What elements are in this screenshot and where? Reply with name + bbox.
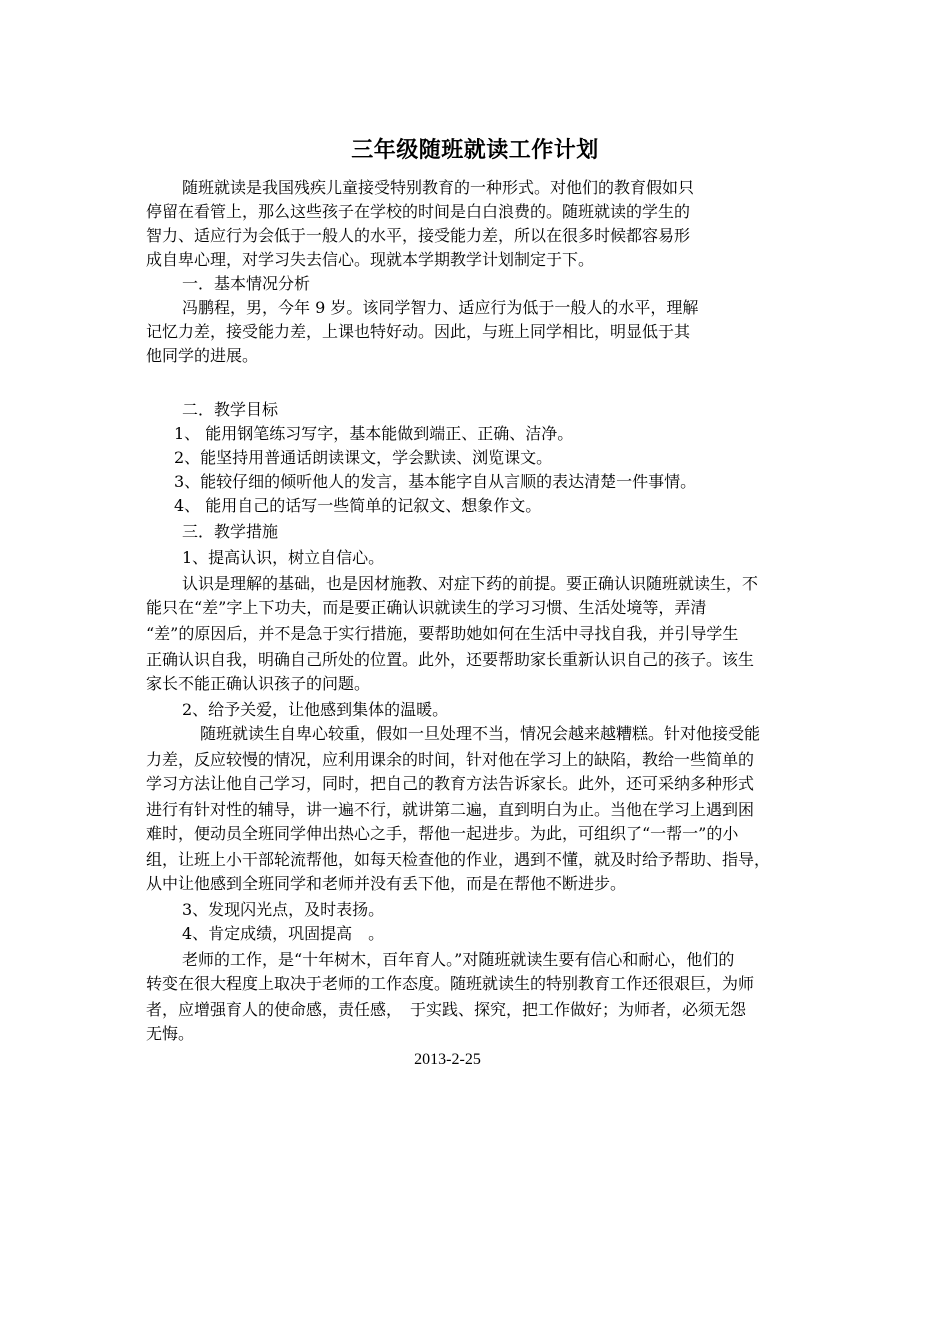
text-line: 记忆力差，接受能力差，上课也特好动。因此，与班上同学相比，明显低于其 bbox=[146, 322, 691, 341]
text-line: 进行有针对性的辅导，讲一遍不行，就讲第二遍，直到明白为止。当他在学习上遇到困 bbox=[146, 800, 755, 819]
text-line: 组，让班上小干部轮流帮他，如每天检查他的作业，遇到不懂，就及时给予帮助、指导， bbox=[146, 850, 771, 869]
subsection-heading: 3、发现闪光点，及时表扬。 bbox=[182, 900, 385, 919]
section-heading: 二．教学目标 bbox=[182, 400, 279, 419]
list-item: 3、能较仔细的倾听他人的发言，基本能字自从言顺的表达清楚一件事情。 bbox=[174, 472, 697, 491]
text-line: 老师的工作，是“十年树木，百年育人。”对随班就读生要有信心和耐心，他们的 bbox=[182, 950, 735, 969]
text-line: 正确认识自我，明确自己所处的位置。此外，还要帮助家长重新认识自己的孩子。该生 bbox=[146, 650, 755, 669]
document-date: 2013-2-25 bbox=[414, 1051, 481, 1068]
text-line: 家长不能正确认识孩子的问题。 bbox=[146, 674, 371, 693]
text-line: 成自卑心理，对学习失去信心。现就本学期教学计划制定于下。 bbox=[146, 250, 595, 269]
text-line: 难时，便动员全班同学伸出热心之手，帮他一起进步。为此，可组织了“一帮一”的小 bbox=[146, 824, 739, 843]
text-line: 随班就读生自卑心较重，假如一旦处理不当，情况会越来越糟糕。针对他接受能 bbox=[200, 724, 761, 743]
text-line: 者，应增强育人的使命感，责任感， 于实践、探究，把工作做好；为师者，必须无怨 bbox=[146, 1000, 747, 1019]
list-item: 2、能坚持用普通话朗读课文，学会默读、浏览课文。 bbox=[174, 448, 553, 467]
text-line: 从中让他感到全班同学和老师并没有丢下他，而是在帮他不断进步。 bbox=[146, 874, 627, 893]
subsection-heading: 2、给予关爱，让他感到集体的温暖。 bbox=[182, 700, 449, 719]
text-line: 学习方法让他自己学习，同时，把自己的教育方法告诉家长。此外，还可采纳多种形式 bbox=[146, 774, 755, 793]
text-line: 停留在看管上，那么这些孩子在学校的时间是白白浪费的。随班就读的学生的 bbox=[146, 202, 691, 221]
list-item: 4、 能用自己的话写一些简单的记叙文、想象作文。 bbox=[174, 496, 542, 515]
list-item: 1、 能用钢笔练习写字，基本能做到端正、正确、洁净。 bbox=[174, 424, 574, 443]
subsection-heading: 1、提高认识，树立自信心。 bbox=[182, 548, 385, 567]
section-heading: 一．基本情况分析 bbox=[182, 274, 311, 293]
text-line: 无悔。 bbox=[146, 1024, 195, 1043]
text-line: 能只在“差”字上下功夫，而是要正确认识就读生的学习习惯、生活处境等，弄清 bbox=[146, 598, 707, 617]
text-line: 冯鹏程，男，今年 9 岁。该同学智力、适应行为低于一般人的水平，理解 bbox=[182, 298, 699, 317]
document-title: 三年级随班就读工作计划 bbox=[351, 137, 599, 163]
text-line: 力差，反应较慢的情况，应利用课余的时间，针对他在学习上的缺陷，教给一些简单的 bbox=[146, 750, 755, 769]
text-line: “差”的原因后，并不是急于实行措施，要帮助她如何在生活中寻找自我，并引导学生 bbox=[146, 624, 739, 643]
subsection-heading: 4、肯定成绩，巩固提高 。 bbox=[182, 924, 385, 943]
section-heading: 三．教学措施 bbox=[182, 522, 279, 541]
text-line: 转变在很大程度上取决于老师的工作态度。随班就读生的特别教育工作还很艰巨，为师 bbox=[146, 974, 755, 993]
text-line: 他同学的进展。 bbox=[146, 346, 259, 365]
text-line: 认识是理解的基础，也是因材施教、对症下药的前提。要正确认识随班就读生，不 bbox=[182, 574, 759, 593]
text-line: 智力、适应行为会低于一般人的水平，接受能力差，所以在很多时候都容易形 bbox=[146, 226, 691, 245]
text-line: 随班就读是我国残疾儿童接受特别教育的一种形式。对他们的教育假如只 bbox=[182, 178, 695, 197]
